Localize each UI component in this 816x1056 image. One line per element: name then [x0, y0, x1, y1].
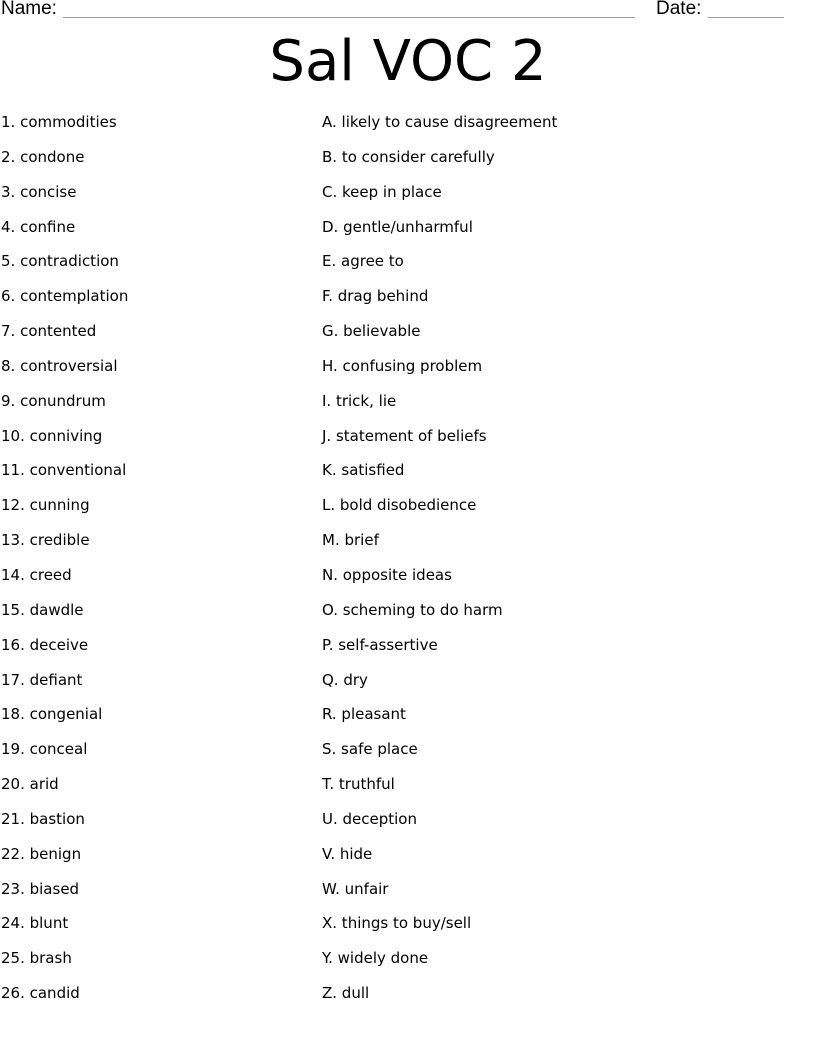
definition-item: H. confusing problem: [322, 356, 483, 375]
definition-item: Y. widely done: [322, 949, 429, 968]
term-item: 26. candid: [1, 984, 80, 1003]
term-item: 24. blunt: [1, 914, 69, 933]
term-item: 21. bastion: [1, 809, 85, 828]
term-item: 15. dawdle: [1, 600, 84, 619]
term-item: 25. brash: [1, 949, 72, 968]
name-blank-line: [63, 17, 635, 18]
definition-item: N. opposite ideas: [322, 565, 452, 584]
term-item: 8. controversial: [1, 356, 118, 375]
term-item: 17. defiant: [1, 670, 83, 689]
definition-item: G. believable: [322, 322, 421, 341]
definition-item: E. agree to: [322, 252, 404, 271]
term-item: 22. benign: [1, 844, 82, 863]
worksheet-header: [0, 0, 816, 24]
term-item: 6. contemplation: [1, 287, 129, 306]
term-item: 1. commodities: [1, 113, 117, 131]
term-item: 13. credible: [1, 531, 90, 550]
definition-item: V. hide: [322, 844, 373, 863]
name-label: Name:: [1, 0, 57, 19]
definition-item: X. things to buy/sell: [322, 914, 472, 933]
term-item: 7. contented: [1, 322, 97, 341]
term-item: 18. congenial: [1, 705, 103, 724]
definition-item: S. safe place: [322, 740, 418, 759]
term-item: 10. conniving: [1, 426, 103, 445]
page-title: Sal VOC 2: [269, 29, 547, 94]
term-item: 11. conventional: [1, 461, 127, 480]
term-item: 12. cunning: [1, 496, 90, 515]
definition-item: T. truthful: [322, 775, 395, 794]
term-item: 2. condone: [1, 147, 85, 166]
definition-item: P. self-assertive: [322, 635, 438, 654]
term-item: 20. arid: [1, 775, 59, 794]
definition-item: F. drag behind: [322, 287, 429, 306]
definition-item: U. deception: [322, 809, 417, 828]
definition-item: I. trick, lie: [322, 391, 397, 410]
definition-item: D. gentle/unharmful: [322, 217, 473, 236]
term-item: 3. concise: [1, 182, 77, 201]
term-item: 4. confine: [1, 217, 76, 236]
term-item: 16. deceive: [1, 635, 89, 654]
definition-item: W. unfair: [322, 879, 389, 898]
definition-item: Z. dull: [322, 984, 370, 1003]
date-blank-line: [708, 17, 784, 18]
definition-item: L. bold disobedience: [322, 496, 477, 515]
definitions-list: [322, 112, 557, 1018]
term-item: 9. conundrum: [1, 391, 106, 410]
terms-list: [1, 112, 128, 1018]
date-label: Date:: [656, 0, 702, 19]
definition-item: A. likely to cause disagreement: [322, 113, 558, 131]
definition-item: M. brief: [322, 531, 379, 550]
term-item: 14. creed: [1, 565, 72, 584]
definition-item: J. statement of beliefs: [322, 426, 487, 445]
definition-item: R. pleasant: [322, 705, 406, 724]
definition-item: Q. dry: [322, 670, 368, 689]
definition-item: C. keep in place: [322, 182, 442, 201]
term-item: 5. contradiction: [1, 252, 119, 271]
definition-item: K. satisfied: [322, 461, 405, 480]
definition-item: O. scheming to do harm: [322, 600, 503, 619]
term-item: 23. biased: [1, 879, 80, 898]
definition-item: B. to consider carefully: [322, 147, 495, 166]
term-item: 19. conceal: [1, 740, 88, 759]
